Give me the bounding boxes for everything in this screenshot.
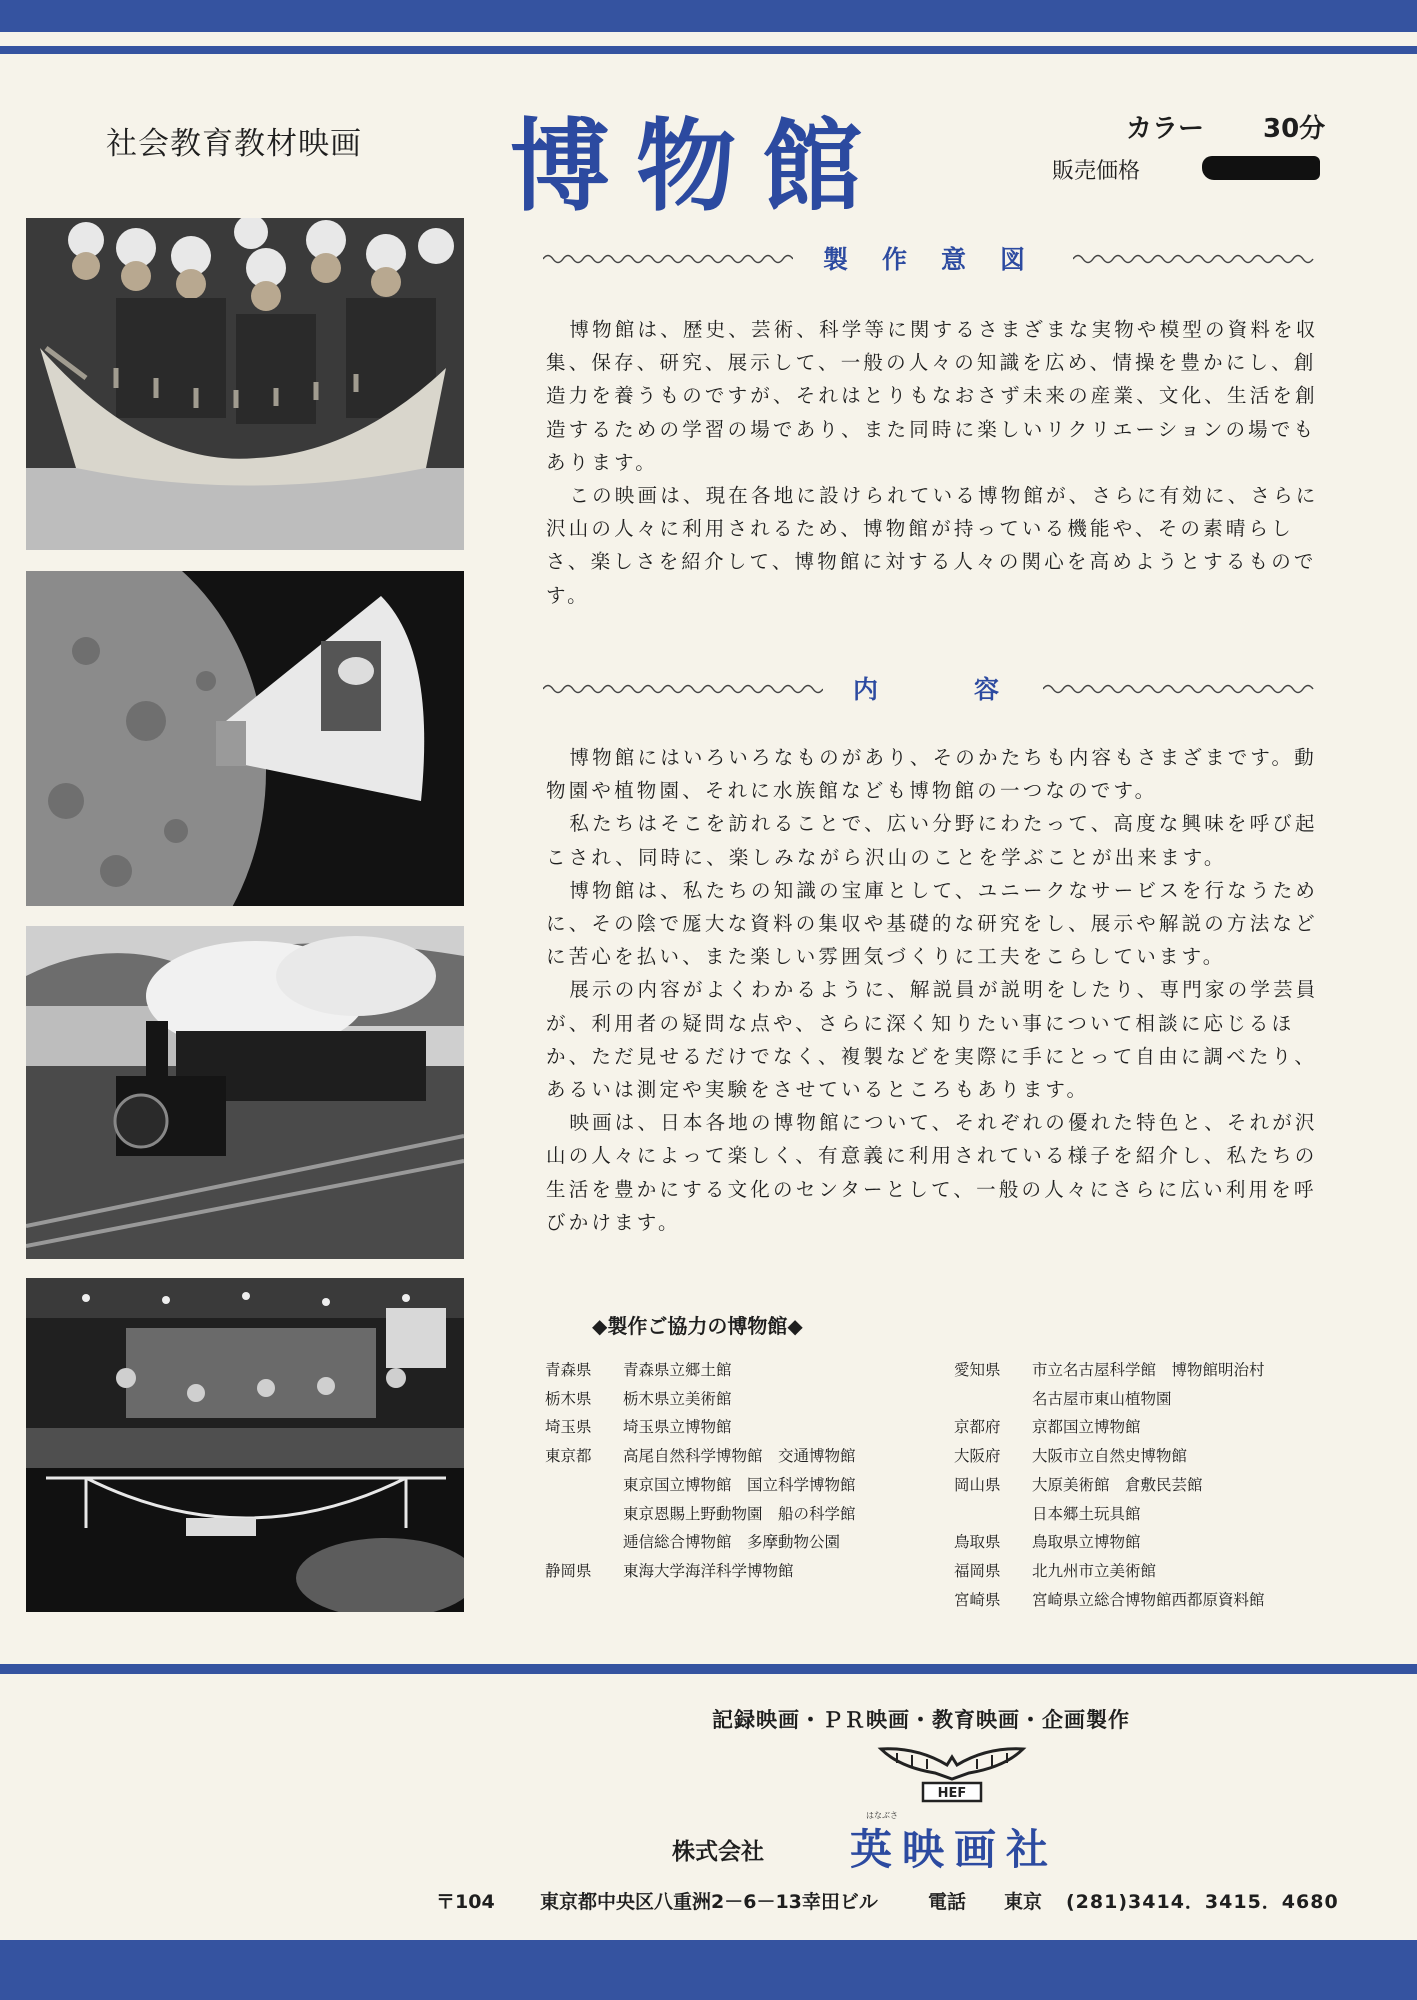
phone-label: 電話: [928, 1891, 967, 1913]
prefecture: [545, 1500, 623, 1529]
intent-text: [546, 313, 1326, 612]
list-item: [954, 1442, 1265, 1471]
phone-numbers: (281)3414．3415．4680: [1066, 1891, 1339, 1913]
museums: 埼玉県立博物館: [623, 1418, 732, 1437]
museums: 東京恩賜上野動物園 船の科学館: [623, 1504, 856, 1523]
photo-moon-capsule: [26, 571, 464, 906]
price-redaction: [1202, 156, 1320, 180]
intent-paragraph: この映画は、現在各地に設けられている博物館が、さらに有効に、さらに沢山の人々に利用されるため、博物館が持っている機能や、その素晴らしさ、楽しさを紹介して、博物館に対する人々の関心を高めようとするものです。: [546, 484, 1319, 607]
postal-code: 〒104: [436, 1891, 495, 1913]
museums: 高尾自然科学博物館 交通博物館: [623, 1447, 856, 1466]
list-item: [954, 1586, 1265, 1615]
list-item: [954, 1413, 1265, 1442]
museums: 栃木県立美術館: [623, 1389, 732, 1408]
prefecture: [954, 1385, 1032, 1414]
museums: 東京国立博物館 国立科学博物館: [623, 1475, 856, 1494]
bottom-bar: [0, 1940, 1417, 2000]
museums: 大阪市立自然史博物館: [1032, 1447, 1188, 1466]
list-item: [545, 1356, 856, 1385]
museums: 北九州市立美術館: [1032, 1561, 1157, 1580]
film-category: 社会教育教材映画: [106, 126, 362, 162]
company-address: 東京都中央区八重洲2－6－13幸田ビル: [540, 1891, 878, 1913]
content-text: [546, 741, 1326, 1239]
content-paragraph: 展示の内容がよくわかるように、解説員が説明をしたり、専門家の学芸員が、利用者の疑問な点や、さらに深く知りたい事について相談に応じるほか、ただ見せるだけでなく、複製などを実際に手にとって自由に調べたり、あるいは測定や実験をさせているところもあります。: [546, 978, 1319, 1102]
intent-paragraph: 博物館は、歴史、芸術、科学等に関するさまざまな実物や模型の資料を収集、保存、研究、展示して、一般の人々の知識を広め、情操を豊かにし、創造力を養うものですが、それはとりもなおさず未来の産業、文化、生活を創造するための学習の場であり、また同時に楽しいリクリエーションの場でもあります。: [546, 318, 1319, 474]
museums: 逓信総合博物館 多摩動物公園: [623, 1533, 841, 1552]
content-heading: [543, 670, 1323, 710]
top-bar: [0, 0, 1417, 32]
cooperation-list-left: [545, 1356, 856, 1586]
prefecture: 岡山県: [954, 1475, 1001, 1494]
prefecture: 栃木県: [545, 1389, 592, 1408]
list-item: [545, 1500, 856, 1529]
list-item: [954, 1471, 1265, 1500]
list-item: [545, 1442, 856, 1471]
museums: 日本郷土玩具館: [1032, 1504, 1141, 1523]
museums: 青森県立郷土館: [623, 1361, 732, 1379]
prefecture: 青森県: [545, 1361, 592, 1379]
price-label: 販売価格: [1052, 159, 1141, 184]
photo-museum-hall: [26, 1278, 464, 1612]
list-item: [545, 1528, 856, 1557]
prefecture: 埼玉県: [545, 1418, 592, 1437]
list-item: [545, 1385, 856, 1414]
phone-city: 東京: [1004, 1891, 1043, 1913]
museums: 鳥取県立博物館: [1032, 1533, 1141, 1552]
content-paragraph: 博物館にはいろいろなものがあり、そのかたちも内容もさまざまです。動物園や植物園、それに水族館なども博物館の一つなのです。: [546, 746, 1317, 803]
prefecture: [545, 1528, 623, 1557]
list-item: [545, 1557, 856, 1586]
museums: 名古屋市東山植物園: [1032, 1389, 1172, 1408]
prefecture: 福岡県: [954, 1561, 1001, 1580]
content-paragraph: 私たちはそこを訪れることで、広い分野にわたって、高度な興味を呼び起こされ、同時に、楽しみながら沢山のことを学ぶことが出来ます。: [546, 812, 1318, 869]
logo-text: HEF: [937, 1786, 967, 1801]
cooperation-list-right: [954, 1356, 1265, 1614]
prefecture: 京都府: [954, 1418, 1001, 1437]
museums: 宮崎県立総合博物館西都原資料館: [1032, 1590, 1265, 1609]
photo-children-boat: [26, 218, 464, 550]
museums: 東海大学海洋科学博物館: [623, 1561, 794, 1580]
intent-heading: [543, 240, 1323, 280]
duration: 30分: [1263, 114, 1326, 144]
prefecture: [545, 1471, 623, 1500]
ornament-right: [1073, 252, 1319, 266]
prefecture: [954, 1500, 1032, 1529]
museums: 大原美術館 倉敷民芸館: [1032, 1475, 1203, 1494]
content-paragraph: 博物館は、私たちの知識の宝庫として、ユニークなサービスを行なうために、その陰で厖大な資料の集収や基礎的な研究をし、展示や解説の方法などに苦心を払い、また楽しい雰囲気づくりに工夫をこらしています。: [546, 878, 1319, 969]
company-furigana: はなぶさ: [866, 1811, 898, 1820]
ornament-left: [543, 252, 793, 266]
list-item: [954, 1557, 1265, 1586]
hef-eagle-logo: [877, 1743, 1027, 1805]
list-item: [954, 1500, 1265, 1529]
list-item: [954, 1356, 1265, 1385]
list-item: [545, 1471, 856, 1500]
list-item: [545, 1413, 856, 1442]
prefecture: 宮崎県: [954, 1590, 1001, 1609]
color-label: カラー: [1126, 114, 1205, 144]
ornament-right: [1043, 682, 1319, 696]
photo-steam-locomotive: [26, 926, 464, 1259]
top-rule: [0, 46, 1417, 54]
list-item: [954, 1528, 1265, 1557]
cooperation-title: ◆製作ご協力の博物館◆: [592, 1314, 803, 1338]
production-tagline: 記録映画・ＰＲ映画・教育映画・企画製作: [712, 1708, 1130, 1732]
prefecture: 鳥取県: [954, 1533, 1001, 1552]
page-title: 博物館: [510, 107, 888, 225]
prefecture: 愛知県: [954, 1361, 1001, 1379]
list-item: [954, 1385, 1265, 1414]
company-name: 英映画社: [850, 1825, 1059, 1874]
prefecture: 静岡県: [545, 1561, 592, 1580]
footer-rule: [0, 1664, 1417, 1674]
intent-heading-label: 製作意図: [823, 245, 1060, 274]
company-type: 株式会社: [672, 1839, 764, 1865]
museums: 京都国立博物館: [1032, 1418, 1141, 1437]
content-heading-text: 内容: [853, 675, 1096, 704]
prefecture: 大阪府: [954, 1447, 1001, 1466]
ornament-left: [543, 682, 823, 696]
museums: 市立名古屋科学館 博物館明治村: [1032, 1361, 1265, 1379]
content-paragraph: 映画は、日本各地の博物館について、それぞれの優れた特色と、それが沢山の人々によって楽しく、有意義に利用されている様子を紹介し、私たちの生活を豊かにする文化のセンターとして、一般の人々にさらに広い利用を呼びかけます。: [546, 1111, 1318, 1234]
prefecture: 東京都: [545, 1447, 592, 1466]
